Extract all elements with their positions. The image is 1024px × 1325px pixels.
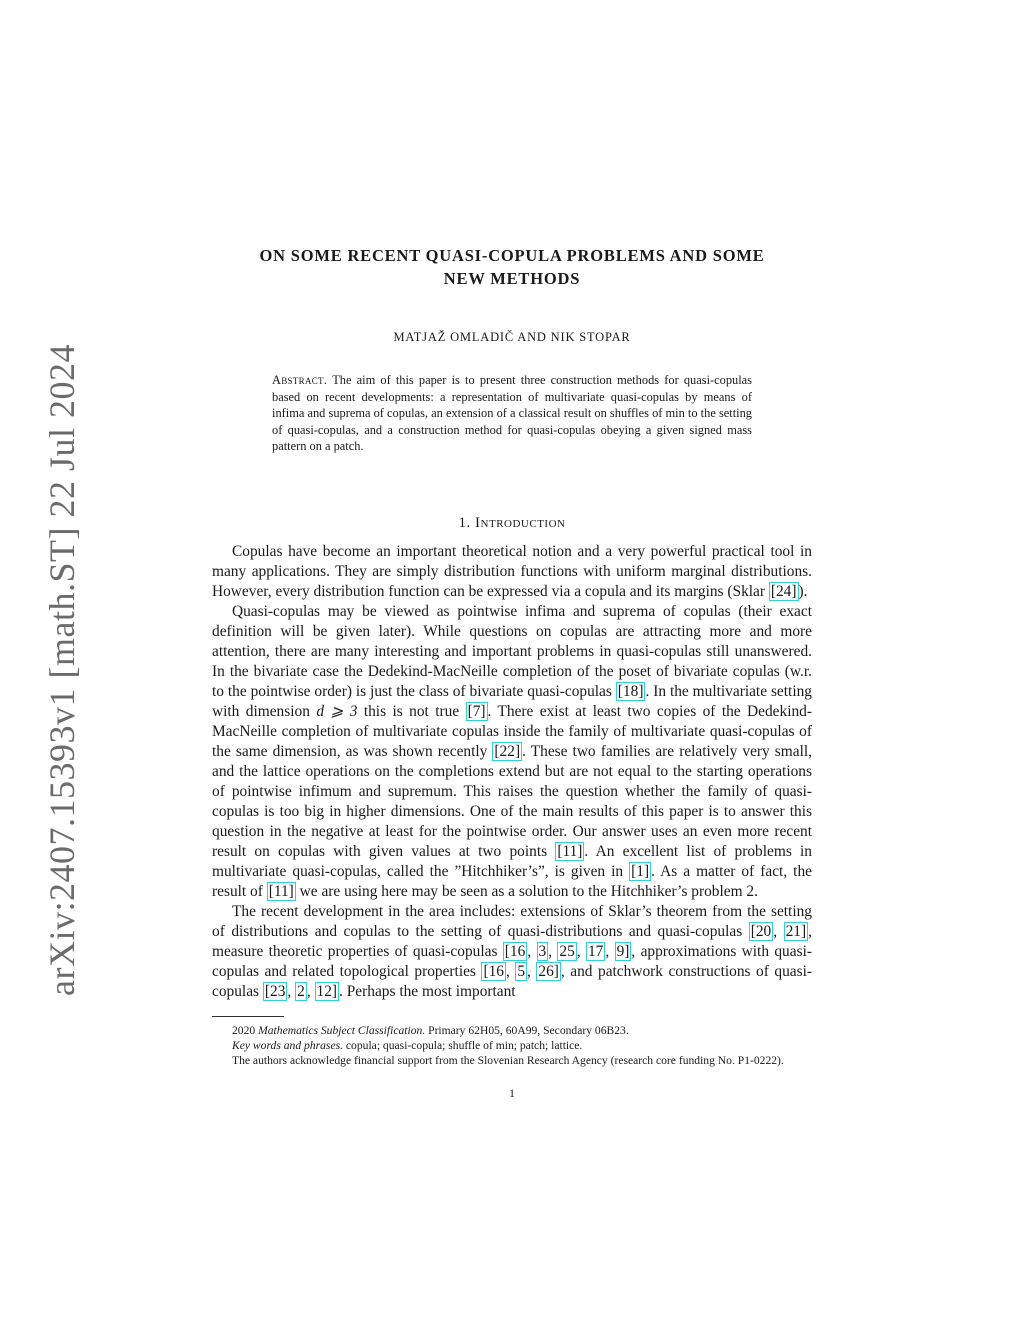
citation-link[interactable]: [11] [268,882,294,900]
page-number: 1 [509,1087,515,1100]
paragraph-2 [212,602,812,902]
citation-separator: , [527,942,537,960]
section-number: 1. [458,514,471,531]
citation-separator: , [605,942,615,960]
text-run: we are using here may be seen as a solution to the Hitchhiker’s problem 2. [295,882,758,900]
citation-group [749,922,808,941]
citation-separator: , [527,962,537,980]
text-run: Quasi-copulas may be viewed as pointwise infima and suprema of copulas (their exact definition will be given later). While questions on copulas are attracting more and more attention, there are many interesting and important problems in quasi-copulas still unanswered. In the bivariate case the Dedekind-MacNeille completion of the poset of bivariate copulas (w.r. to the pointwise order) is just the class of bivariate quasi-copulas [212,602,812,700]
inline-math: d ⩾ 3 [316,702,358,720]
citation-link[interactable]: [11] [557,842,583,860]
title-line-1: ON SOME RECENT QUASI-COPULA PROBLEMS AND SOME [259,246,765,265]
text-run: Primary 62H05, 60A99, Secondary 06B23. [425,1023,629,1037]
text-run: , measure theoretic properties of quasi-copulas [212,922,812,960]
paper-title [212,244,812,290]
title-line-2: NEW METHODS [443,269,581,288]
text-run: , approximations with quasi-copulas and related topological properties [212,942,812,980]
text-run: . There exist at least two copies of the Dedekind-MacNeille completion of multivariate copulas inside the family of multivariate quasi-copulas of the same dimension, as was shown recently [212,702,813,760]
text-run: 2020 [232,1023,259,1037]
citation-link[interactable]: [16 [504,942,526,960]
text-run: . As a matter of fact, the result of [212,862,812,900]
footnote-keywords [212,1038,812,1053]
citation-separator: , [548,942,558,960]
citation-link[interactable]: 12] [316,982,338,1000]
text-run: Copulas have become an important theoretical notion and a very powerful practical tool in many applications. They are simply distribution functions with uniform marginal distributions. However, every distribution function can be expressed via a copula and its margins (Sklar [212,542,812,600]
citation-group [263,982,339,1001]
citation-link[interactable]: 25 [559,942,575,960]
text-run: . Perhaps the most important [339,982,516,1000]
abstract-text: The aim of this paper is to present three construction methods for quasi-copulas based on recent developments: a representation of multivariate quasi-copulas by means of infima and suprema of copulas, an extension of a classical result on shuffles of min to the setting of quasi-copulas, and a construction method for quasi-copulas obeying a given signed mass pattern on a patch. [272,373,752,454]
citation-link[interactable]: [1] [631,862,650,880]
abstract [272,372,752,455]
paper-page [212,244,812,1100]
abstract-label: Abstract. [272,373,328,387]
citation-link[interactable]: 21] [785,922,807,940]
paragraph-3 [212,902,812,1002]
footnote-rule [212,1016,284,1017]
citation-separator: , [773,922,784,940]
text-run: . An excellent list of problems in multivariate quasi-copulas, called the ”Hitchhiker’s”, is given in [212,842,813,880]
text-run: ). [798,582,808,600]
citation-group [503,942,632,961]
footnote-funding: The authors acknowledge financial support from the Slovenian Research Agency (research core funding No. P1-0222). [232,1053,784,1067]
citation-link[interactable]: [7] [467,702,486,720]
citation-link[interactable]: [20 [750,922,772,940]
paragraph-1 [212,542,812,602]
citation-separator: , [306,982,315,1000]
citation-link[interactable]: [23 [264,982,286,1000]
section-heading-introduction [212,515,812,532]
citation-link[interactable]: 26] [538,962,559,980]
citation-link[interactable]: [16 [483,962,504,980]
citation-separator: , [576,942,586,960]
arxiv-identifier: arXiv:2407.15393v1 [math.ST] 22 Jul 2024 [42,344,82,996]
text-run: . These two families are relatively very small, and the lattice operations on the completions extend but are not equal to the starting operations of pointwise infimum and supremum. This raises the question whether the family of quasi-copulas is too big in higher dimensions. One of the main results of this paper is to answer this question in the negative at least for the pointwise order. Our answer uses an even more recent result on copulas with given values at two points [212,742,813,860]
citation-link[interactable]: [18] [617,682,644,700]
citation-group [481,962,560,981]
text-run: . In the multivariate setting with dimension [212,682,812,720]
citation-link[interactable]: 9] [616,942,630,960]
text-run: copula; quasi-copula; shuffle of min; patch; lattice. [343,1038,583,1052]
text-run: , and patchwork constructions of quasi-copulas [212,962,812,1000]
citation-link[interactable]: 5 [517,962,526,980]
citation-link[interactable]: [24] [770,582,797,600]
citation-link[interactable]: [22] [494,742,521,760]
citation-link[interactable]: 3 [538,942,547,960]
text-run: this is not true [357,702,466,720]
footnote-label: Key words and phrases. [232,1038,344,1052]
author-list: MATJAŽ OMLADIČ AND NIK STOPAR [393,330,631,344]
citation-separator: , [505,962,516,980]
citation-link[interactable]: 2 [297,982,305,1000]
footnote-label: Mathematics Subject Classification. [258,1023,426,1037]
section-title: Introduction [475,514,566,531]
text-run: The recent development in the area includes: extensions of Sklar’s theorem from the setting of distributions and copulas to the setting of quasi-distributions and quasi-copulas [212,902,812,940]
citation-separator: , [287,982,296,1000]
citation-link[interactable]: 17 [587,942,604,960]
footnote-msc [212,1023,812,1038]
